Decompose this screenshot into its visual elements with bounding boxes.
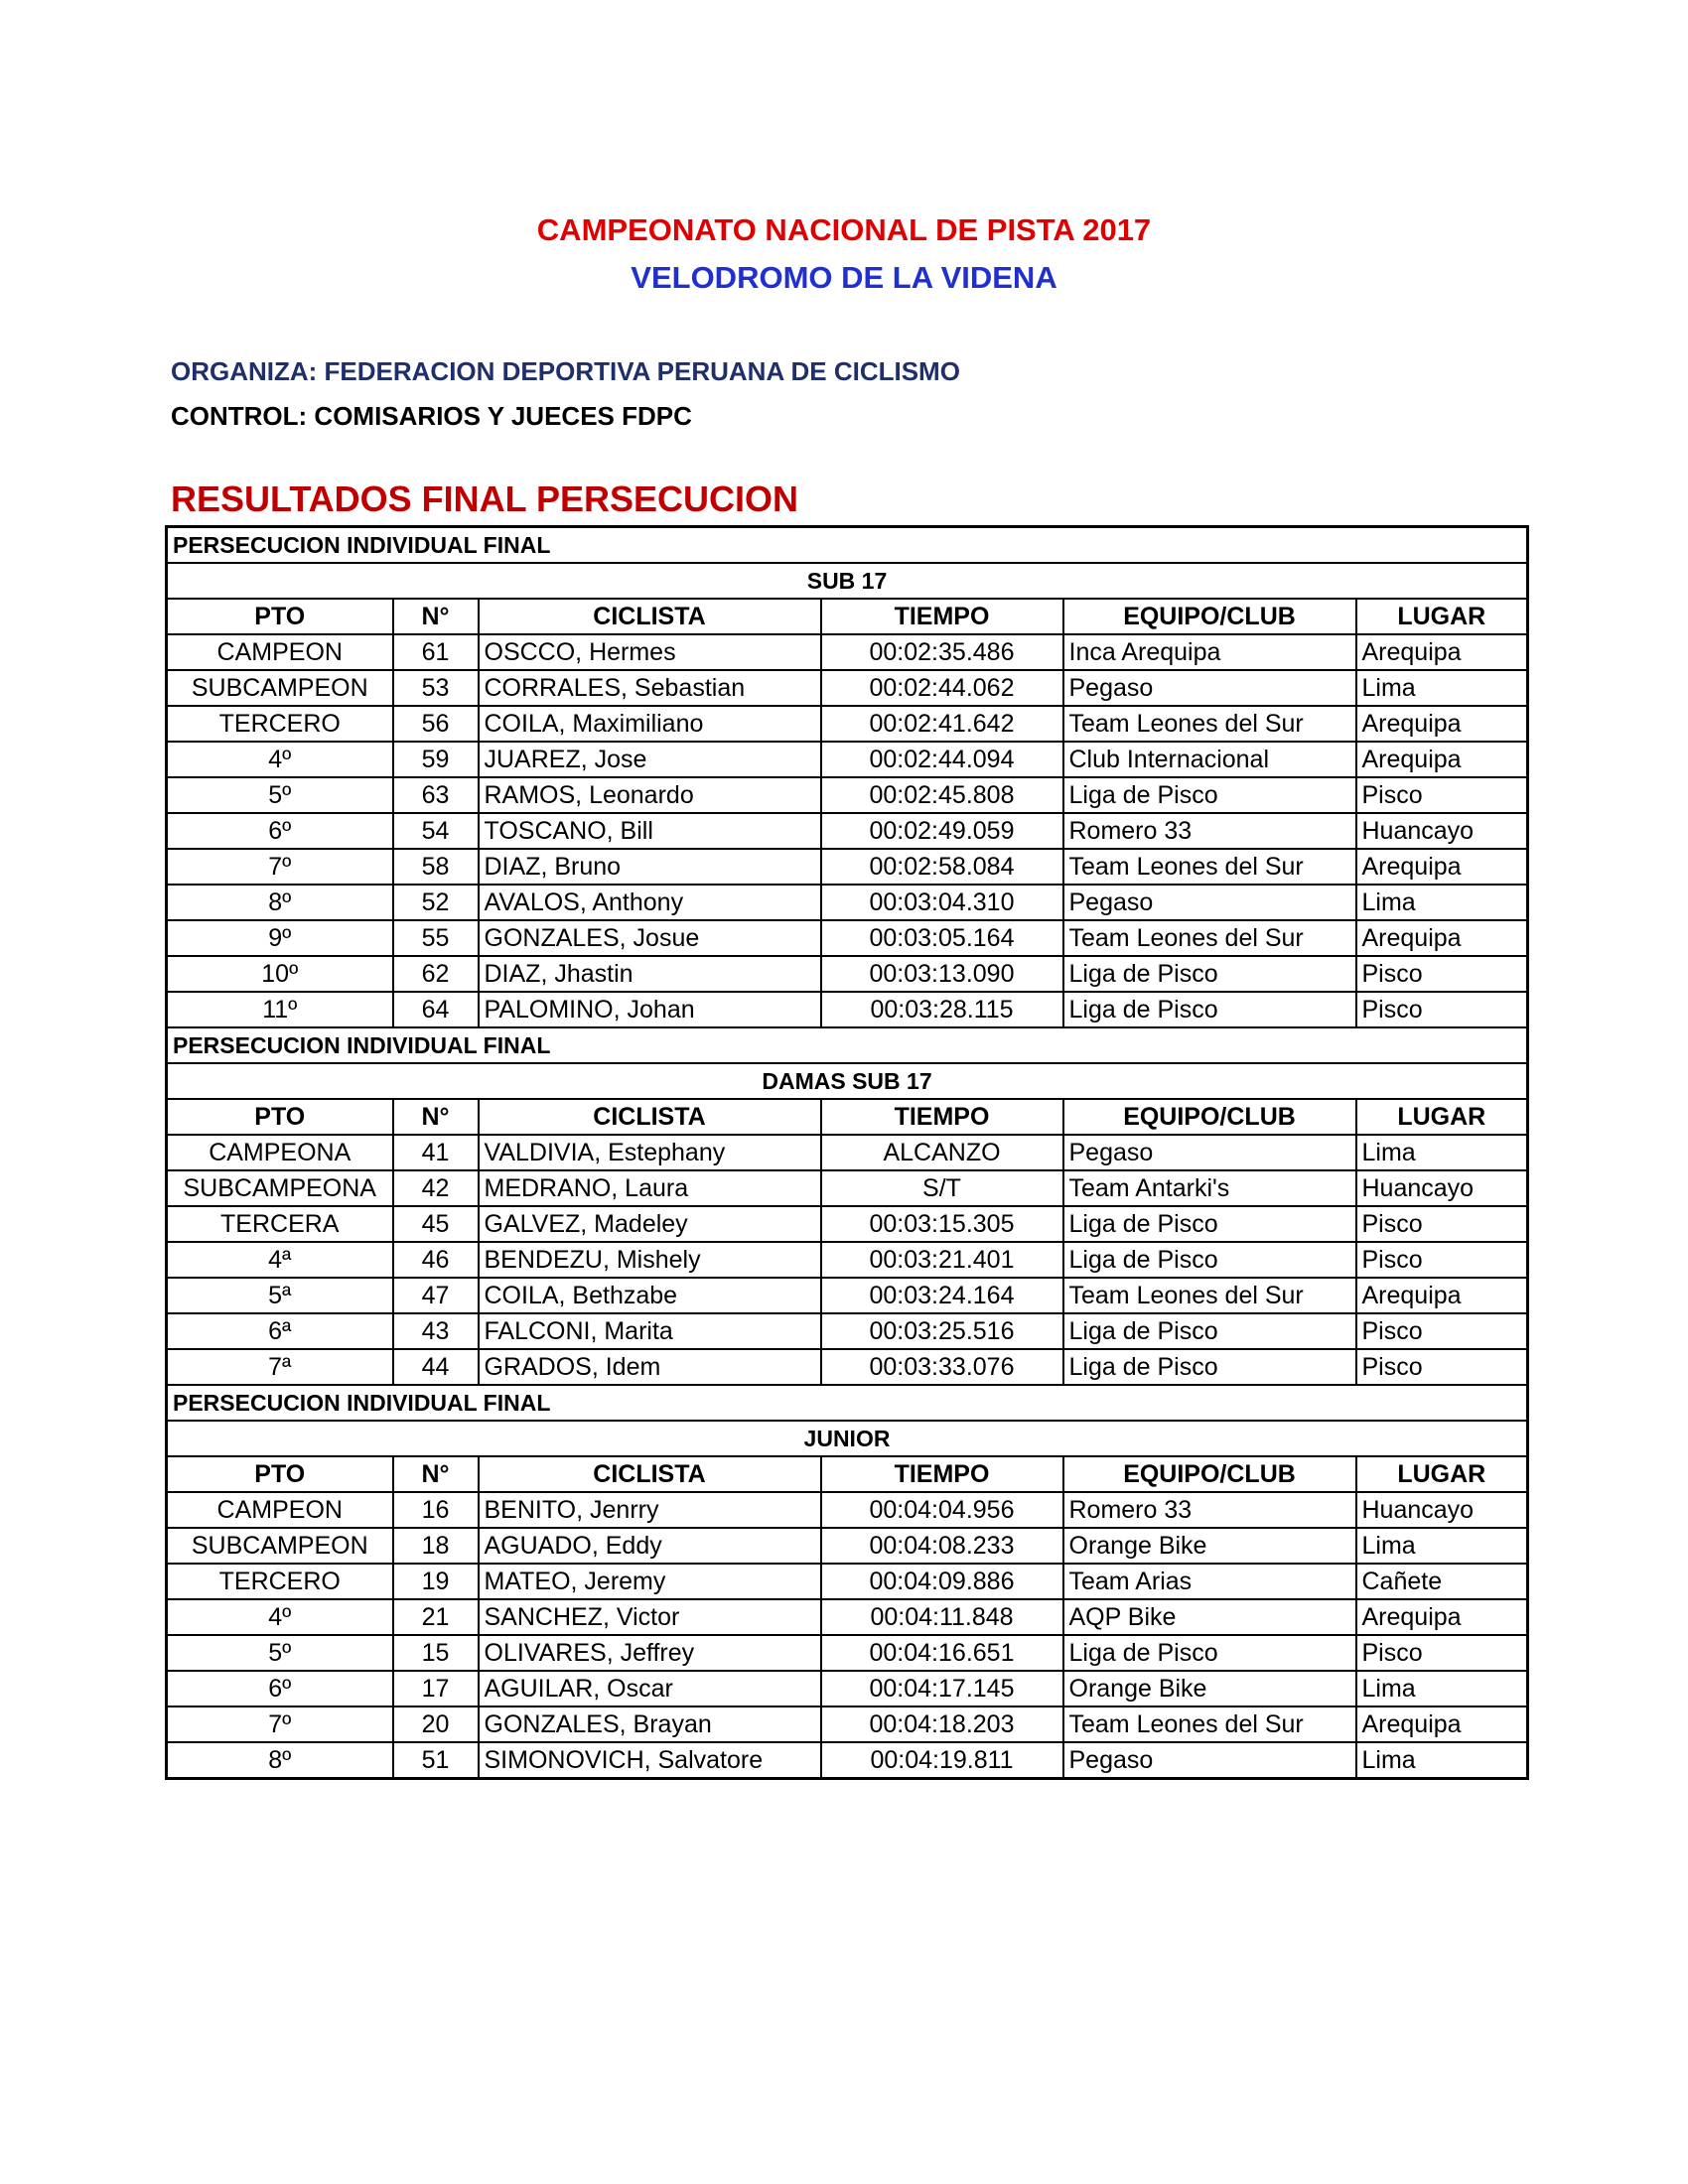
cell-time: 00:04:17.145 — [821, 1671, 1063, 1706]
column-header-time: TIEMPO — [821, 599, 1063, 634]
cell-position: 6º — [167, 1671, 393, 1706]
cell-place: Pisco — [1356, 1349, 1528, 1385]
cell-position: 7ª — [167, 1349, 393, 1385]
cell-number: 42 — [393, 1170, 479, 1206]
table-row — [167, 885, 1528, 920]
category-row — [167, 563, 1528, 599]
cell-number: 53 — [393, 670, 479, 706]
cell-place: Pisco — [1356, 1206, 1528, 1242]
cell-cyclist: VALDIVIA, Estephany — [479, 1135, 821, 1170]
cell-time: 00:04:04.956 — [821, 1492, 1063, 1528]
cell-team: Team Leones del Sur — [1063, 849, 1356, 885]
column-header-place: LUGAR — [1356, 1099, 1528, 1135]
cell-time: S/T — [821, 1170, 1063, 1206]
cell-place: Arequipa — [1356, 1278, 1528, 1313]
cell-position: 4º — [167, 742, 393, 777]
cell-number: 43 — [393, 1313, 479, 1349]
cell-place: Lima — [1356, 885, 1528, 920]
cell-team: Liga de Pisco — [1063, 956, 1356, 992]
cell-time: 00:03:13.090 — [821, 956, 1063, 992]
cell-number: 15 — [393, 1635, 479, 1671]
cell-cyclist: PALOMINO, Johan — [479, 992, 821, 1027]
cell-time: 00:03:05.164 — [821, 920, 1063, 956]
cell-position: SUBCAMPEONA — [167, 1170, 393, 1206]
section-heading-row — [167, 1027, 1528, 1063]
cell-position: 8º — [167, 1742, 393, 1779]
cell-position: SUBCAMPEON — [167, 670, 393, 706]
cell-position: 9º — [167, 920, 393, 956]
cell-number: 59 — [393, 742, 479, 777]
venue-subtitle: VELODROMO DE LA VIDENA — [631, 260, 1057, 295]
cell-number: 61 — [393, 634, 479, 670]
cell-time: 00:03:15.305 — [821, 1206, 1063, 1242]
table-row — [167, 813, 1528, 849]
cell-number: 63 — [393, 777, 479, 813]
column-header-cyclist: CICLISTA — [479, 1456, 821, 1492]
cell-cyclist: JUAREZ, Jose — [479, 742, 821, 777]
cell-place: Arequipa — [1356, 1599, 1528, 1635]
cell-team: Pegaso — [1063, 885, 1356, 920]
cell-team: Liga de Pisco — [1063, 1242, 1356, 1278]
cell-cyclist: GONZALES, Josue — [479, 920, 821, 956]
cell-place: Pisco — [1356, 777, 1528, 813]
cell-time: 00:04:19.811 — [821, 1742, 1063, 1779]
cell-time: 00:02:35.486 — [821, 634, 1063, 670]
cell-team: Liga de Pisco — [1063, 1349, 1356, 1385]
column-header-team: EQUIPO/CLUB — [1063, 1456, 1356, 1492]
cell-cyclist: GONZALES, Brayan — [479, 1706, 821, 1742]
cell-place: Arequipa — [1356, 706, 1528, 742]
cell-place: Pisco — [1356, 956, 1528, 992]
column-header-time: TIEMPO — [821, 1456, 1063, 1492]
cell-place: Arequipa — [1356, 634, 1528, 670]
cell-cyclist: GALVEZ, Madeley — [479, 1206, 821, 1242]
cell-position: 11º — [167, 992, 393, 1027]
table-row — [167, 849, 1528, 885]
cell-cyclist: BENDEZU, Mishely — [479, 1242, 821, 1278]
section-heading-row — [167, 527, 1528, 564]
column-header-team: EQUIPO/CLUB — [1063, 599, 1356, 634]
cell-time: 00:02:49.059 — [821, 813, 1063, 849]
column-header-number: N° — [393, 599, 479, 634]
table-row — [167, 1742, 1528, 1779]
cell-position: 5º — [167, 1635, 393, 1671]
cell-team: Pegaso — [1063, 670, 1356, 706]
cell-time: 00:03:25.516 — [821, 1313, 1063, 1349]
cell-position: TERCERO — [167, 706, 393, 742]
cell-team: Orange Bike — [1063, 1528, 1356, 1564]
cell-team: Team Antarki's — [1063, 1170, 1356, 1206]
cell-place: Pisco — [1356, 1635, 1528, 1671]
cell-cyclist: COILA, Maximiliano — [479, 706, 821, 742]
cell-place: Pisco — [1356, 1313, 1528, 1349]
cell-cyclist: AGUADO, Eddy — [479, 1528, 821, 1564]
cell-cyclist: COILA, Bethzabe — [479, 1278, 821, 1313]
cell-cyclist: OSCCO, Hermes — [479, 634, 821, 670]
cell-time: 00:02:44.062 — [821, 670, 1063, 706]
cell-position: SUBCAMPEON — [167, 1528, 393, 1564]
cell-position: 6ª — [167, 1313, 393, 1349]
cell-team: Team Arias — [1063, 1564, 1356, 1599]
column-header-position: PTO — [167, 1099, 393, 1135]
cell-cyclist: AVALOS, Anthony — [479, 885, 821, 920]
cell-number: 17 — [393, 1671, 479, 1706]
cell-time: 00:03:33.076 — [821, 1349, 1063, 1385]
cell-time: 00:03:04.310 — [821, 885, 1063, 920]
cell-time: 00:04:18.203 — [821, 1706, 1063, 1742]
category-row — [167, 1063, 1528, 1099]
table-row — [167, 1170, 1528, 1206]
cell-number: 54 — [393, 813, 479, 849]
cell-time: 00:04:16.651 — [821, 1635, 1063, 1671]
cell-team: AQP Bike — [1063, 1599, 1356, 1635]
cell-cyclist: MATEO, Jeremy — [479, 1564, 821, 1599]
cell-place: Lima — [1356, 1135, 1528, 1170]
cell-team: Pegaso — [1063, 1135, 1356, 1170]
category-label: SUB 17 — [167, 563, 1528, 599]
section-heading: PERSECUCION INDIVIDUAL FINAL — [167, 527, 1528, 564]
cell-cyclist: OLIVARES, Jeffrey — [479, 1635, 821, 1671]
cell-place: Huancayo — [1356, 813, 1528, 849]
table-row — [167, 706, 1528, 742]
table-row — [167, 1599, 1528, 1635]
cell-team: Inca Arequipa — [1063, 634, 1356, 670]
cell-position: 4ª — [167, 1242, 393, 1278]
cell-place: Huancayo — [1356, 1170, 1528, 1206]
cell-number: 41 — [393, 1135, 479, 1170]
cell-number: 18 — [393, 1528, 479, 1564]
cell-time: 00:04:11.848 — [821, 1599, 1063, 1635]
cell-position: 10º — [167, 956, 393, 992]
column-header-team: EQUIPO/CLUB — [1063, 1099, 1356, 1135]
cell-position: TERCERO — [167, 1564, 393, 1599]
table-row — [167, 742, 1528, 777]
cell-number: 62 — [393, 956, 479, 992]
cell-place: Cañete — [1356, 1564, 1528, 1599]
section-heading-row — [167, 1385, 1528, 1421]
cell-time: 00:02:45.808 — [821, 777, 1063, 813]
table-row — [167, 634, 1528, 670]
table-row — [167, 992, 1528, 1027]
cell-place: Pisco — [1356, 992, 1528, 1027]
cell-position: CAMPEON — [167, 1492, 393, 1528]
cell-team: Pegaso — [1063, 1742, 1356, 1779]
cell-cyclist: SIMONOVICH, Salvatore — [479, 1742, 821, 1779]
table-row — [167, 1242, 1528, 1278]
cell-time: 00:03:28.115 — [821, 992, 1063, 1027]
cell-number: 46 — [393, 1242, 479, 1278]
table-row — [167, 777, 1528, 813]
cell-team: Team Leones del Sur — [1063, 706, 1356, 742]
cell-cyclist: TOSCANO, Bill — [479, 813, 821, 849]
cell-team: Club Internacional — [1063, 742, 1356, 777]
cell-team: Team Leones del Sur — [1063, 920, 1356, 956]
column-header-row — [167, 599, 1528, 634]
cell-cyclist: GRADOS, Idem — [479, 1349, 821, 1385]
cell-number: 51 — [393, 1742, 479, 1779]
cell-place: Lima — [1356, 1528, 1528, 1564]
table-row — [167, 1492, 1528, 1528]
cell-place: Lima — [1356, 1671, 1528, 1706]
column-header-number: N° — [393, 1456, 479, 1492]
column-header-position: PTO — [167, 599, 393, 634]
cell-number: 58 — [393, 849, 479, 885]
cell-position: 8º — [167, 885, 393, 920]
cell-place: Arequipa — [1356, 849, 1528, 885]
cell-time: 00:04:09.886 — [821, 1564, 1063, 1599]
column-header-place: LUGAR — [1356, 599, 1528, 634]
cell-position: 6º — [167, 813, 393, 849]
cell-cyclist: DIAZ, Jhastin — [479, 956, 821, 992]
cell-time: ALCANZO — [821, 1135, 1063, 1170]
cell-time: 00:04:08.233 — [821, 1528, 1063, 1564]
cell-number: 16 — [393, 1492, 479, 1528]
cell-position: 7º — [167, 849, 393, 885]
cell-number: 21 — [393, 1599, 479, 1635]
cell-team: Romero 33 — [1063, 1492, 1356, 1528]
cell-place: Lima — [1356, 670, 1528, 706]
results-title: RESULTADOS FINAL PERSECUCION — [171, 478, 799, 519]
table-row — [167, 1135, 1528, 1170]
cell-cyclist: AGUILAR, Oscar — [479, 1671, 821, 1706]
cell-cyclist: RAMOS, Leonardo — [479, 777, 821, 813]
column-header-cyclist: CICLISTA — [479, 599, 821, 634]
column-header-time: TIEMPO — [821, 1099, 1063, 1135]
column-header-cyclist: CICLISTA — [479, 1099, 821, 1135]
cell-number: 64 — [393, 992, 479, 1027]
table-row — [167, 1278, 1528, 1313]
cell-position: CAMPEONA — [167, 1135, 393, 1170]
table-row — [167, 920, 1528, 956]
control-line: CONTROL: COMISARIOS Y JUECES FDPC — [171, 401, 692, 431]
cell-time: 00:03:21.401 — [821, 1242, 1063, 1278]
cell-team: Liga de Pisco — [1063, 992, 1356, 1027]
table-row — [167, 1635, 1528, 1671]
cell-team: Liga de Pisco — [1063, 1635, 1356, 1671]
cell-cyclist: FALCONI, Marita — [479, 1313, 821, 1349]
cell-cyclist: DIAZ, Bruno — [479, 849, 821, 885]
category-row — [167, 1421, 1528, 1456]
section-heading: PERSECUCION INDIVIDUAL FINAL — [167, 1027, 1528, 1063]
cell-place: Arequipa — [1356, 920, 1528, 956]
table-row — [167, 1564, 1528, 1599]
cell-cyclist: CORRALES, Sebastian — [479, 670, 821, 706]
organizer-line: ORGANIZA: FEDERACION DEPORTIVA PERUANA DE CICLISMO — [171, 356, 960, 386]
column-header-number: N° — [393, 1099, 479, 1135]
cell-time: 00:02:58.084 — [821, 849, 1063, 885]
cell-team: Team Leones del Sur — [1063, 1278, 1356, 1313]
document-title: CAMPEONATO NACIONAL DE PISTA 2017 — [536, 212, 1152, 247]
cell-cyclist: BENITO, Jenrry — [479, 1492, 821, 1528]
cell-team: Liga de Pisco — [1063, 777, 1356, 813]
cell-team: Liga de Pisco — [1063, 1313, 1356, 1349]
cell-position: 5ª — [167, 1278, 393, 1313]
cell-position: 4º — [167, 1599, 393, 1635]
cell-cyclist: SANCHEZ, Victor — [479, 1599, 821, 1635]
cell-number: 19 — [393, 1564, 479, 1599]
cell-team: Romero 33 — [1063, 813, 1356, 849]
cell-number: 52 — [393, 885, 479, 920]
cell-number: 45 — [393, 1206, 479, 1242]
cell-number: 56 — [393, 706, 479, 742]
cell-position: CAMPEON — [167, 634, 393, 670]
cell-position: 5º — [167, 777, 393, 813]
cell-place: Lima — [1356, 1742, 1528, 1779]
table-row — [167, 1206, 1528, 1242]
cell-place: Huancayo — [1356, 1492, 1528, 1528]
cell-time: 00:02:41.642 — [821, 706, 1063, 742]
column-header-place: LUGAR — [1356, 1456, 1528, 1492]
table-row — [167, 1671, 1528, 1706]
cell-time: 00:02:44.094 — [821, 742, 1063, 777]
column-header-row — [167, 1456, 1528, 1492]
cell-place: Pisco — [1356, 1242, 1528, 1278]
section-heading: PERSECUCION INDIVIDUAL FINAL — [167, 1385, 1528, 1421]
column-header-row — [167, 1099, 1528, 1135]
table-row — [167, 1313, 1528, 1349]
table-row — [167, 956, 1528, 992]
results-table — [165, 525, 1529, 1780]
cell-place: Arequipa — [1356, 1706, 1528, 1742]
cell-cyclist: MEDRANO, Laura — [479, 1170, 821, 1206]
cell-number: 20 — [393, 1706, 479, 1742]
category-label: DAMAS SUB 17 — [167, 1063, 1528, 1099]
cell-position: TERCERA — [167, 1206, 393, 1242]
cell-team: Liga de Pisco — [1063, 1206, 1356, 1242]
cell-number: 47 — [393, 1278, 479, 1313]
cell-team: Team Leones del Sur — [1063, 1706, 1356, 1742]
cell-time: 00:03:24.164 — [821, 1278, 1063, 1313]
table-row — [167, 1706, 1528, 1742]
table-row — [167, 670, 1528, 706]
column-header-position: PTO — [167, 1456, 393, 1492]
table-row — [167, 1349, 1528, 1385]
table-row — [167, 1528, 1528, 1564]
cell-number: 55 — [393, 920, 479, 956]
cell-team: Orange Bike — [1063, 1671, 1356, 1706]
cell-place: Arequipa — [1356, 742, 1528, 777]
cell-number: 44 — [393, 1349, 479, 1385]
cell-position: 7º — [167, 1706, 393, 1742]
category-label: JUNIOR — [167, 1421, 1528, 1456]
